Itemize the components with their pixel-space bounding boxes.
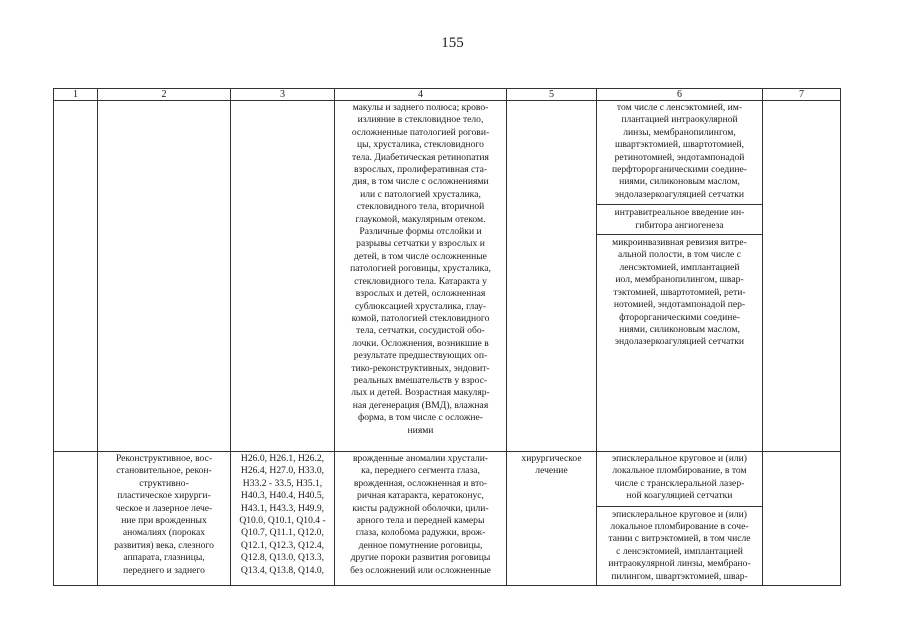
header-col-7: 7 <box>763 89 841 101</box>
method-item: эписклеральное круговое и (или) локальное пломбирование, в том числе с трансклеральной лазер- ной коагуляцией сетчатки <box>612 453 747 502</box>
row1-col1 <box>54 101 98 452</box>
header-col-2: 2 <box>98 89 231 101</box>
row2-col1 <box>54 452 98 586</box>
table-header-row <box>54 89 841 101</box>
row2-col7 <box>763 452 841 586</box>
row1-col5 <box>507 101 597 452</box>
method-item: микроинвазивная ревизия витре- альной полости, в том числе с ленсэктомией, имплантацией иол, мембранопилингом, швар- тэктомией, швартотомией, рети- нотомией, эндотампонадой пер- фторорганическими соедине- ниями, силиконовым маслом, эндолазеркоагуляцией сетчатки <box>597 234 762 349</box>
row2-diagnosis-cell: врожденные аномалии хрустали- ка, переднего сегмента глаза, врожденная, осложненная и вто- ричная катаракта, кератоконус, кисты радужной оболочки, цили- арного тела и передней камеры глаза, колобома радужки, врож- денное помутнение роговицы, другие пороки развития роговицы без осложнений или осложненные <box>335 452 507 586</box>
table-row <box>54 101 841 452</box>
row1-method-cell <box>597 101 763 452</box>
row1-diagnosis-cell: макулы и заднего полюса; крово- излияние в стекловидное тело, осложненные патологией рогови- цы, хрусталика, стекловидного тела. Диабетическая ретинопатия взрослых, пролиферативная ста- дия, в том числе с осложнениями или с патологией хрусталика, стекловидного тела, вторичной глаукомой, макулярным отеком. Различные формы отслойки и разрывы сетчатки у взрослых и детей, в том числе осложненные патологией роговицы, хрусталика, стекловидного тела. Катаракта у взрослых и детей, осложненная сублюксацией хрусталика, глау- комой, патологией стекловидного тела, сетчатки, сосудистой обо- лочки. Осложнения, возникшие в результате предшествующих оп- тико-реконструктивных, эндовит- реальных вмешательств у взрос- лых и детей. Возрастная макуляр- ная дегенерация (ВМД), влажная форма, в том числе с осложне- ниями <box>335 101 507 452</box>
row2-care-type-cell: Реконструктивное, вос- становительное, рекон- структивно- пластическое хирурги- ческое и лазерное лече- ние при врожденных аномалиях (пороках развития) века, слезного аппарата, глазницы, переднего и заднего <box>98 452 231 586</box>
row1-col3 <box>231 101 335 452</box>
method-item: том числе с ленсэктомией, им- плантацией интраокулярной линзы, мембранопилингом, швартэктомией, швартотомией, ретинотомией, эндотампонадой перфторорганическими соедине- ниями, силиконовым маслом, эндолазеркоагуляцией сетчатки <box>611 102 747 200</box>
header-col-3: 3 <box>231 89 335 101</box>
header-col-6: 6 <box>597 89 763 101</box>
row2-treatment-type-cell: хирургическое лечение <box>507 452 597 586</box>
method-item: эписклеральное круговое и (или) локальное пломбирование в соче- тании с витрэктомией, в том числе с ленсэктомией, имплантацией интраокулярной линзы, мембрано- пилингом, швартэктомией, швар- <box>597 506 762 583</box>
table-row <box>54 452 841 586</box>
method-item: интравитреальное введение ин- гибитора ангиогенеза <box>597 204 762 232</box>
row2-icd-codes-cell: H26.0, H26.1, H26.2, H26.4, H27.0, H33.0, H33.2 - 33.5, H35.1, H40.3, H40.4, H40.5, H43.1, H43.3, H49.9, Q10.0, Q10.1, Q10.4 - Q10.7, Q11.1, Q12.0, Q12.1, Q12.3, Q12.4, Q12.8, Q13.0, Q13.3, Q13.4, Q13.8, Q14.0, <box>231 452 335 586</box>
header-col-5: 5 <box>507 89 597 101</box>
row1-col2 <box>98 101 231 452</box>
row2-method-cell <box>597 452 763 586</box>
header-col-4: 4 <box>335 89 507 101</box>
page-number: 155 <box>441 35 464 51</box>
procedures-table <box>53 88 841 586</box>
header-col-1: 1 <box>54 89 98 101</box>
row1-col7 <box>763 101 841 452</box>
